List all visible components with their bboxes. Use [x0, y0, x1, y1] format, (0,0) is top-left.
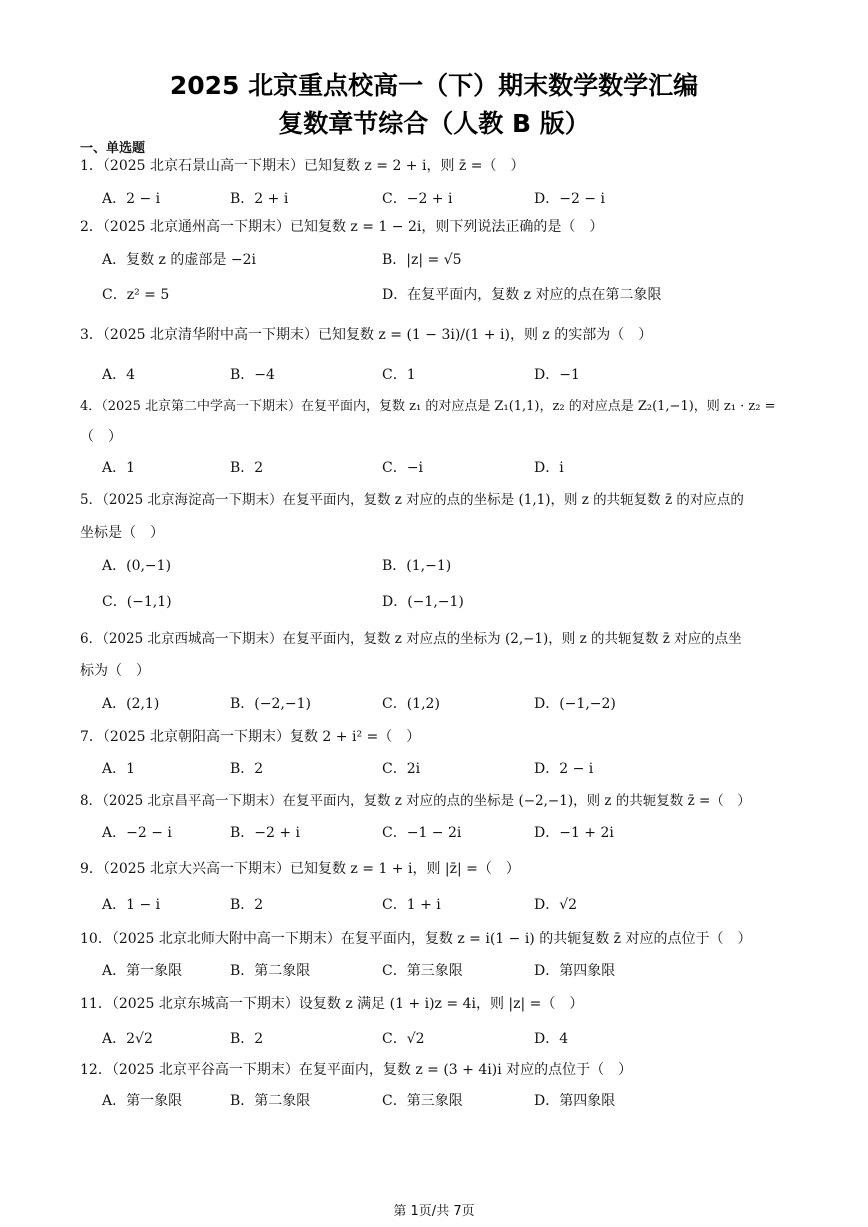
option-c: C．第三象限	[382, 1093, 463, 1109]
option-a: A．2 − i	[102, 191, 161, 207]
option-d: D．−1 + 2i	[534, 825, 614, 841]
option-a: A．4	[102, 367, 136, 383]
option-b: B．2	[230, 1031, 264, 1047]
option-b: B．|z| = √5	[382, 252, 462, 268]
option-c: C．−i	[382, 460, 423, 476]
option-b: B．(1,−1)	[382, 558, 452, 574]
option-b: B．第二象限	[230, 963, 311, 979]
option-c: C．−1 − 2i	[382, 825, 462, 841]
option-b: B．2	[230, 460, 264, 476]
option-c: C．第三象限	[382, 963, 463, 979]
page-subtitle: 复数章节综合（人教 B 版）	[278, 109, 590, 138]
option-d: D．i	[534, 460, 564, 476]
question-stem-continued: 坐标是（ ）	[80, 525, 164, 541]
page-title: 2025 北京重点校高一（下）期末数学数学汇编	[169, 71, 699, 100]
question-stem: 1．（2025 北京石景山高一下期末）已知复数 z = 2 + i，则 z̄ =（ ）	[80, 158, 525, 174]
option-c: C．(1,2)	[382, 696, 440, 712]
option-b: B．(−2,−1)	[230, 696, 311, 712]
option-b: B．2	[230, 761, 264, 777]
page-number: 第 1页/共 7页	[393, 1204, 475, 1219]
option-d: D．−2 − i	[534, 191, 605, 207]
option-a: A．(2,1)	[102, 696, 160, 712]
option-b: B．2 + i	[230, 191, 289, 207]
option-b: B．−4	[230, 367, 275, 383]
question-stem-continued: 标为（ ）	[80, 663, 150, 679]
option-d: D．在复平面内，复数 z 对应的点在第二象限	[382, 287, 662, 303]
option-d: D．√2	[534, 897, 578, 913]
option-d: D．4	[534, 1031, 569, 1047]
option-c: C．1	[382, 367, 416, 383]
question-stem: 3．（2025 北京清华附中高一下期末）已知复数 z = (1 − 3i)/(1 + i)，则 z 的实部为（ ）	[80, 327, 653, 343]
option-b: B．第二象限	[230, 1093, 311, 1109]
question-stem-continued: （ ）	[80, 429, 122, 445]
option-a: A．1	[102, 761, 136, 777]
option-d: D．第四象限	[534, 963, 616, 979]
question-stem: 8．（2025 北京昌平高一下期末）在复平面内，复数 z 对应的点的坐标是 (−2,−1)，则 z 的共轭复数 z̄ =（ ）	[80, 793, 751, 809]
option-a: A．1	[102, 460, 136, 476]
option-c: C．z² = 5	[102, 287, 170, 303]
option-b: B．2	[230, 897, 264, 913]
option-a: A．(0,−1)	[102, 558, 172, 574]
question-stem: 5．（2025 北京海淀高一下期末）在复平面内，复数 z 对应的点的坐标是 (1,1)，则 z 的共轭复数 z̄ 的对应点的	[80, 492, 744, 508]
option-a: A．第一象限	[102, 963, 183, 979]
section-heading: 一、单选题	[80, 141, 146, 156]
question-stem: 9．（2025 北京大兴高一下期末）已知复数 z = 1 + i，则 |z̄| =（ ）	[80, 861, 520, 877]
question-stem: 4．（2025 北京第二中学高一下期末）在复平面内，复数 z₁ 的对应点是 Z₁(1,1)，z₂ 的对应点是 Z₂(1,−1)，则 z₁ · z₂ =	[80, 399, 776, 414]
question-stem: 2．（2025 北京通州高一下期末）已知复数 z = 1 − 2i，则下列说法正确的是（ ）	[80, 219, 604, 235]
question-stem: 11．（2025 北京东城高一下期末）设复数 z 满足 (1 + i)z = 4i，则 |z| =（ ）	[80, 996, 584, 1012]
question-stem: 6．（2025 北京西城高一下期末）在复平面内，复数 z 对应点的坐标为 (2,−1)，则 z 的共轭复数 z̄ 对应的点坐	[80, 631, 742, 647]
option-a: A．复数 z 的虚部是 −2i	[102, 252, 256, 268]
option-b: B．−2 + i	[230, 825, 301, 841]
question-stem: 7．（2025 北京朝阳高一下期末）复数 2 + i² =（ ）	[80, 729, 421, 745]
option-d: D．−1	[534, 367, 580, 383]
question-stem: 10．（2025 北京北师大附中高一下期末）在复平面内，复数 z = i(1 − i) 的共轭复数 z̄ 对应的点位于（ ）	[80, 931, 752, 947]
option-d: D．(−1,−2)	[534, 696, 616, 712]
option-c: C．√2	[382, 1031, 425, 1047]
option-d: D．2 − i	[534, 761, 594, 777]
option-a: A．2√2	[102, 1031, 153, 1047]
option-d: D．(−1,−1)	[382, 594, 464, 610]
option-d: D．第四象限	[534, 1093, 616, 1109]
question-stem: 12．（2025 北京平谷高一下期末）在复平面内，复数 z = (3 + 4i)i 对应的点位于（ ）	[80, 1062, 633, 1078]
option-a: A．1 − i	[102, 897, 161, 913]
option-c: C．1 + i	[382, 897, 441, 913]
option-c: C．2i	[382, 761, 421, 777]
option-a: A．−2 − i	[102, 825, 172, 841]
option-c: C．−2 + i	[382, 191, 453, 207]
option-a: A．第一象限	[102, 1093, 183, 1109]
option-c: C．(−1,1)	[102, 594, 172, 610]
